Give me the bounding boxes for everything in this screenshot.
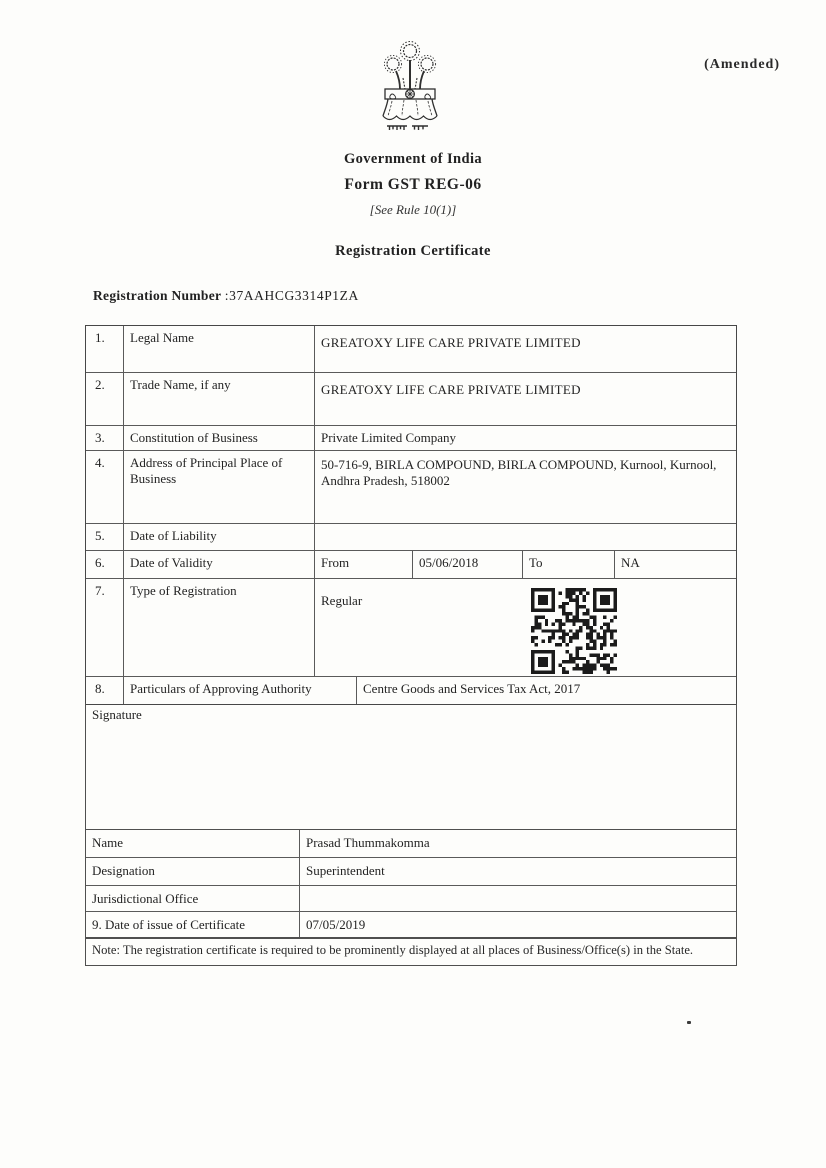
row-value: 50-716-9, BIRLA COMPOUND, BIRLA COMPOUND, Kurnool, Kurnool, Andhra Pradesh, 518002 <box>314 451 736 523</box>
certificate-title: Registration Certificate <box>335 243 491 259</box>
table-row-constitution <box>86 426 736 451</box>
signature-label: Signature <box>92 707 142 722</box>
row-value: GREATOXY LIFE CARE PRIVATE LIMITED <box>314 326 736 372</box>
row-label: Address of Principal Place of Business <box>123 451 314 523</box>
row-value <box>314 524 736 550</box>
row-label: Designation <box>92 863 155 878</box>
scan-speck <box>687 1021 691 1024</box>
row-number: 8. <box>95 681 105 696</box>
government-of-india-heading: Government of India <box>343 151 483 167</box>
validity-from-label: From <box>321 555 350 570</box>
validity-subrow <box>314 551 736 578</box>
registration-details-table <box>85 325 737 705</box>
table-row-name <box>86 830 736 858</box>
row-number: 4. <box>95 455 105 470</box>
row-number: 7. <box>95 583 105 598</box>
form-title: Form GST REG-06 <box>344 176 482 193</box>
officer-details-table <box>85 829 737 939</box>
table-row-designation <box>86 858 736 886</box>
row-value: Centre Goods and Services Tax Act, 2017 <box>356 677 736 704</box>
row-label: Legal Name <box>123 326 314 372</box>
row-value: Prasad Thummakomma <box>299 830 736 857</box>
row-value: Regular <box>321 593 363 608</box>
india-emblem-icon <box>372 36 448 136</box>
table-row-date-of-liability <box>86 524 736 551</box>
table-row-address <box>86 451 736 524</box>
table-row-jurisdictional-office <box>86 886 736 912</box>
table-row-approving-authority <box>86 677 736 704</box>
amended-label: (Amended) <box>704 57 780 72</box>
row-label: Constitution of Business <box>123 426 314 450</box>
registration-number-line <box>93 288 359 304</box>
registration-number-value: :37AAHCG3314P1ZA <box>224 288 359 303</box>
registration-number-label: Registration Number <box>93 288 225 303</box>
row-label: Particulars of Approving Authority <box>123 677 356 704</box>
row-label: Name <box>92 835 124 850</box>
row-number: 6. <box>95 555 105 570</box>
row-label: Jurisdictional Office <box>92 891 199 906</box>
validity-from-value: 05/06/2018 <box>412 551 522 578</box>
row-label: Date of Liability <box>123 524 314 550</box>
row-number: 2. <box>95 377 105 392</box>
table-row-date-of-validity <box>86 551 736 579</box>
row-value: GREATOXY LIFE CARE PRIVATE LIMITED <box>314 373 736 425</box>
row-label: 9. Date of issue of Certificate <box>92 917 246 932</box>
row-value: Superintendent <box>299 858 736 885</box>
registration-type-cell <box>314 579 736 676</box>
row-number: 5. <box>95 528 105 543</box>
rule-reference: [See Rule 10(1)] <box>369 202 457 217</box>
display-note: Note: The registration certificate is required to be prominently displayed at all places of Business/Office(s) in the State. <box>85 937 737 966</box>
table-row-trade-name <box>86 373 736 426</box>
row-number: 3. <box>95 430 105 445</box>
table-row-legal-name <box>86 326 736 373</box>
validity-to-value: NA <box>614 551 736 578</box>
row-label: Type of Registration <box>123 579 314 676</box>
signature-box <box>85 703 737 830</box>
validity-to-label: To <box>522 551 614 578</box>
table-row-type-of-registration <box>86 579 736 677</box>
row-label: Date of Validity <box>123 551 314 578</box>
row-label: Trade Name, if any <box>123 373 314 425</box>
table-row-date-of-issue <box>86 912 736 938</box>
satyameva-jayate-motto <box>387 126 428 130</box>
row-value: Private Limited Company <box>314 426 736 450</box>
row-value: 07/05/2019 <box>299 912 736 938</box>
row-number: 1. <box>95 330 105 345</box>
row-value <box>299 886 736 911</box>
qr-code <box>531 588 617 674</box>
